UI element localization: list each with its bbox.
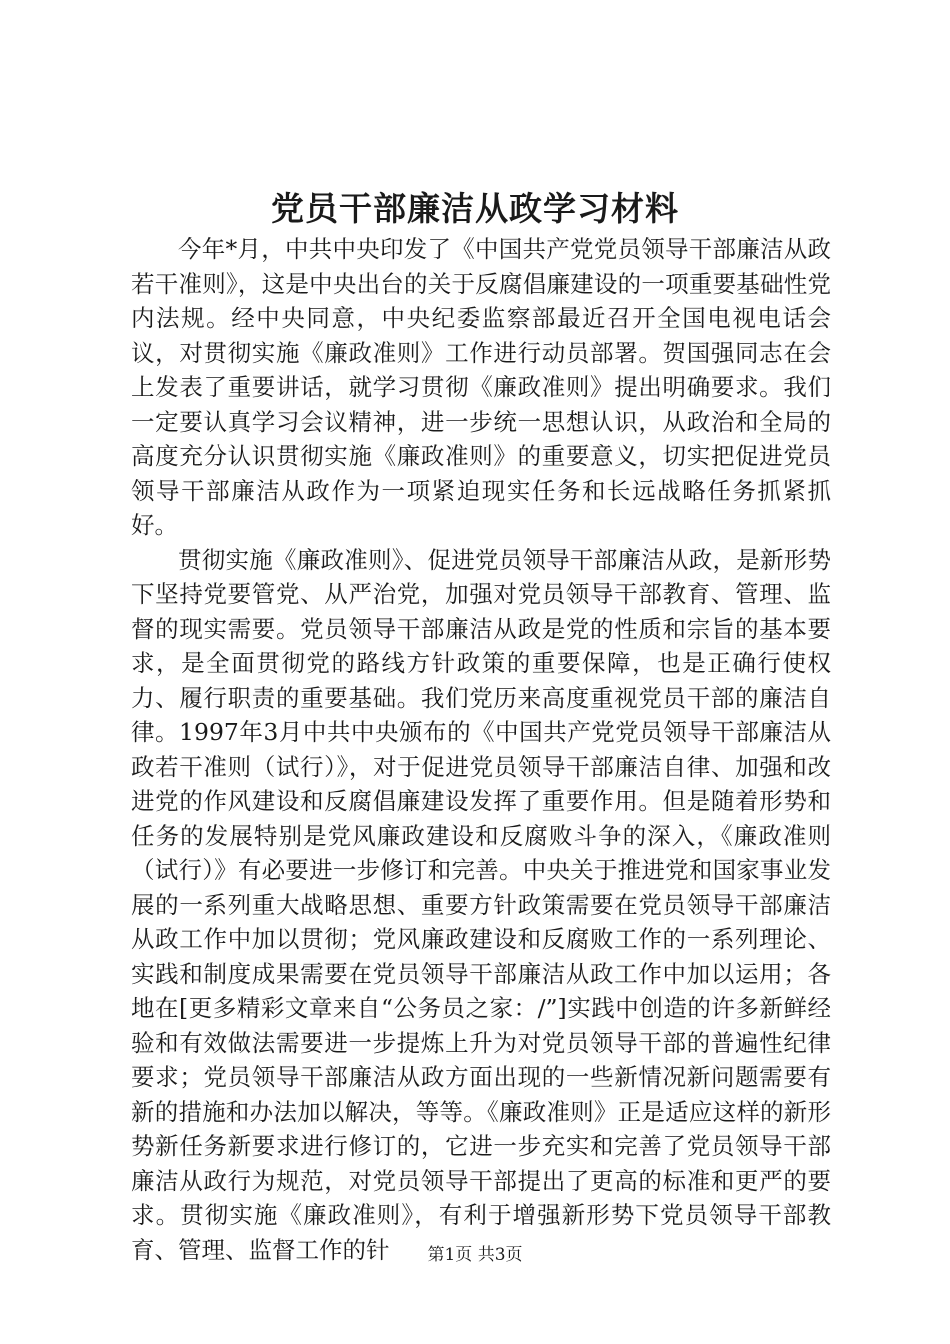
paragraph-1: 今年*月，中共中央印发了《中国共产党党员领导干部廉洁从政若干准则》，这是中央出台的关于反腐倡廉建设的一项重要基础性党内法规。经中央同意，中央纪委监察部最近召开全国电视电话会议，对贯彻实施《廉政准则》工作进行动员部署。贺国强同志在会上发表了重要讲话，就学习贯彻《廉政准则》提出明确要求。我们一定要认真学习会议精神，进一步统一思想认识，从政治和全局的高度充分认识贯彻实施《廉政准则》的重要意义，切实把促进党员领导干部廉洁从政作为一项紧迫现实任务和长远战略任务抓紧抓好。 xyxy=(131,235,831,539)
document-title: 党员干部廉洁从政学习材料 xyxy=(271,189,679,228)
document-body xyxy=(131,232,831,1267)
page-number: 第1页 共3页 xyxy=(427,1245,523,1265)
paragraph-2: 贯彻实施《廉政准则》、促进党员领导干部廉洁从政，是新形势下坚持党要管党、从严治党，加强对党员领导干部教育、管理、监督的现实需要。党员领导干部廉洁从政是党的性质和宗旨的基本要求，是全面贯彻党的路线方针政策的重要保障，也是正确行使权力、履行职责的重要基础。我们党历来高度重视党员干部的廉洁自律。1997年3月中共中央颁布的《中国共产党党员领导干部廉洁从政若干准则（试行）》，对于促进党员领导干部廉洁自律、加强和改进党的作风建设和反腐倡廉建设发挥了重要作用。但是随着形势和任务的发展特别是党风廉政建设和反腐败斗争的深入，《廉政准则（试行）》有必要进一步修订和完善。中央关于推进党和国家事业发展的一系列重大战略思想、重要方针政策需要在党员领导干部廉洁从政工作中加以贯彻；党风廉政建设和反腐败工作的一系列理论、实践和制度成果需要在党员领导干部廉洁从政工作中加以运用；各地在[更多精彩文章来自“公务员之家：/”]实践中创造的许多新鲜经验和有效做法需要进一步提炼上升为对党员领导干部的普遍性纪律要求；党员领导干部廉洁从政方面出现的一些新情况新问题需要有新的措施和办法加以解决，等等。《廉政准则》正是适应这样的新形势新任务新要求进行修订的，它进一步充实和完善了党员领导干部廉洁从政行为规范，对党员领导干部提出了更高的标准和更严的要求。贯彻实施《廉政准则》，有利于增强新形势下党员领导干部教育、管理、监督工作的针 xyxy=(131,545,831,1264)
